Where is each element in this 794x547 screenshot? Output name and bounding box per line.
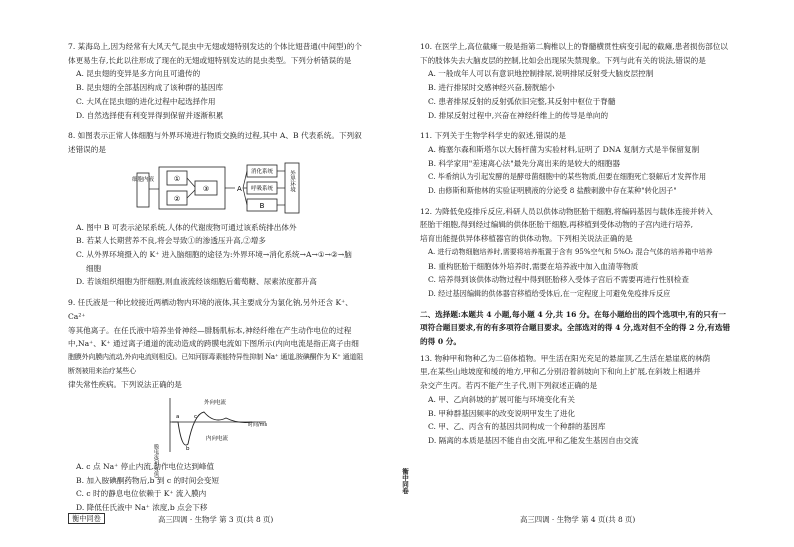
- option-c: C. 毕希纳认为引起发酵的是酵母菌细胞中的某些物质,但要在细胞死亡裂解后才发挥作用: [428, 172, 707, 182]
- option-b: B. 加入胺碘酮药物后,b 到 c 的时间会变短: [76, 475, 220, 485]
- option-c: C. 甲、乙、丙含有的基因共同构成一个种群的基因库: [428, 422, 606, 432]
- interior-box: [159, 167, 225, 209]
- cell-label: 细胞内液: [131, 176, 155, 183]
- label-3: ③: [202, 184, 210, 193]
- question-stem: 里,在某些山地坡度和缓的地方,甲和乙分别沿着斜坡向下和向上扩展,在斜坡上相遇并: [420, 367, 701, 377]
- y-axis-label: 膜电流(相对值): [153, 444, 159, 478]
- option-b: B. 若某人长期营养不良,将会导致①的渗透压升高,②增多: [76, 236, 266, 246]
- option-d: D. 隔离的本质是基因不能自由交流,甲和乙能发生基因自由交流: [428, 435, 639, 445]
- question-stem: 律失常性疾病。下列说法正确的是: [68, 380, 182, 390]
- arrow-line: [187, 178, 195, 187]
- option-a: A. 一般成年人可以有意识地控制排尿,说明排尿反射受大脑皮层控制: [428, 69, 654, 79]
- option-d: D. 自然选择使有利变异得到保留并逐渐积累: [76, 110, 224, 120]
- option-c: C. 培养得到该供体动物过程中得到胚胎移入受体子宫后不需要再进行性别检查: [428, 275, 689, 285]
- membrane-current-graph: [148, 394, 288, 478]
- question-stem: 培育出能提供异体移植器官的供体动物。下列相关说法正确的是: [420, 234, 633, 244]
- time-label: 时间/ms: [248, 422, 268, 429]
- question-8: [68, 129, 368, 289]
- point-b: b: [186, 446, 190, 453]
- question-stem: 7. 某海岛上,因为经常有大风天气,昆虫中无翅或翅特别发达的个体比翅普通(中间型)的个体更易生存,长此以往形成了现在的无翅或翅特别发达的昆虫类型。下列分析错误的是: [68, 42, 362, 65]
- question-stem: 等其他离子。在任氏液中培养坐骨神经—腓肠肌标本,神经纤维在产生动作电位的过程: [68, 325, 352, 335]
- section-heading: 二、选择题:本题共 4 小题,每小题 4 分,共 16 分。在每小题给出的四个选项中,有的只有一项符合题目要求,有的有多项符合题目要求。全部选对的得 4 分,选对但不全的得 2 分,有选错的得 0 分。: [420, 309, 731, 347]
- label-1: ①: [173, 174, 181, 183]
- external-label: 外界环境: [289, 169, 295, 192]
- option-c-continued: 细胞: [86, 263, 102, 273]
- option-a: A. c 点 Na⁺ 停止内流,动作电位达到峰值: [76, 462, 215, 472]
- option-b: B. 重构胚胎干细胞体外培养时,需要在培养液中加入血清等物质: [428, 261, 639, 271]
- option-d: D. 降低任氏液中 Na⁺ 浓度,b 点会下移: [76, 503, 208, 513]
- label-b: B: [259, 201, 265, 210]
- option-a: A. 昆虫翅的变异是多方向且可遗传的: [76, 69, 201, 79]
- arrow-line: [243, 188, 247, 205]
- option-d: D. 若该组织细胞为肝细胞,则血液流经该细胞后葡萄糖、尿素浓度都升高: [76, 277, 317, 287]
- option-b: B. 昆虫翅的全部基因构成了该种群的基因库: [76, 83, 224, 93]
- option-b: B. 科学家用"差速离心法"最先分离出来的是较大的细胞器: [428, 158, 621, 168]
- point-c: c: [194, 414, 198, 421]
- option-a: A. 梅塞尔森和斯塔尔以大肠杆菌为实验材料,证明了 DNA 复制方式是半保留复制: [428, 144, 700, 154]
- option-a: A. 甲、乙向斜坡的扩展可能与环境变化有关: [428, 394, 575, 404]
- option-c: C. 从外界环境摄入的 K⁺ 进入脑细胞的途径为:外界环境→消化系统→A→①→②→脑: [76, 250, 352, 260]
- label-a: A: [237, 184, 242, 193]
- option-c: C. 患者排尿反射的反射弧依旧完整,其反射中枢位于脊髓: [428, 96, 616, 106]
- question-stem: 8. 如图表示正常人体细胞与外界环境进行物质交换的过程,其中 A、B 代表系统。下列叙述错误的是: [68, 131, 362, 154]
- question-stem: 10. 在医学上,高位截瘫一般是指第二胸椎以上的脊髓横贯性病变引起的截瘫,患者损伤部位以下的肢体失去大脑皮层的控制,比如会出现尿失禁现象。下列与此有关的说法,错误的是: [420, 42, 728, 65]
- question-stem: 12. 为降低免疫排斥反应,科研人员以供体动物胚胎干细胞,将编码基因与载体连接并转入: [420, 206, 713, 216]
- question-stem: 中,Na⁺、K⁺ 通过离子通道的流动造成的跨膜电流如下图所示(内向电流是指正离子由细: [68, 339, 359, 349]
- question-13: [420, 352, 732, 448]
- question-7: [68, 40, 368, 122]
- left-page-column: [68, 40, 368, 522]
- digest-label: 消化系统: [250, 168, 274, 175]
- brand-tag: 衡中同卷: [68, 513, 105, 524]
- option-d: D. 由修斯和斯他林的实验证明胰液的分泌受 8 盐酸刺激中存在某种"转化因子": [428, 186, 677, 196]
- option-d: D. 排尿反射过程中,兴奋在神经纤维上的传导是单向的: [428, 110, 609, 120]
- question-stem: 13. 物种甲和物种乙为二倍体植物。甲生活在阳光充足的悬崖顶,乙生活在悬崖底的林荫: [420, 353, 711, 363]
- question-10: [420, 40, 732, 122]
- question-stem: 胞膜外向膜内流动,外向电流则相反)。已知河豚毒素能特异性抑制 Na⁺ 通道,胺碘酮作为 K⁺ 通道阻断剂被用来治疗某些心: [68, 352, 363, 375]
- right-page-column: [420, 40, 732, 455]
- question-stem: 11. 下列关于生物学科学史的叙述,错误的是: [420, 131, 566, 141]
- arrow-line: [187, 190, 195, 198]
- arrow-line: [243, 171, 247, 188]
- label-2: ②: [173, 194, 181, 203]
- resp-label: 呼吸系统: [250, 185, 274, 192]
- option-a: A. 图中 B 可表示泌尿系统,人体的代谢废物可通过该系统排出体外: [76, 222, 297, 232]
- inward-label: 内向电流: [206, 436, 229, 443]
- question-stem: 9. 任氏液是一种比较接近两栖动物内环境的液体,其主要成分为氯化钠,另外还含 K⁺、Ca²⁺: [68, 298, 353, 321]
- option-c: C. 大风在昆虫翅的进化过程中起选择作用: [76, 96, 216, 106]
- question-9: [68, 296, 368, 515]
- option-a: A. 进行动物细胞培养时,需要将培养瓶置于含有 95%空气和 5%O₂ 混合气体的培养箱中培养: [428, 247, 713, 256]
- brand-stamp: 衡中同卷: [401, 468, 409, 494]
- page-footer-right: 高三四调 · 生物学 第 4 页(共 8 页): [520, 515, 636, 524]
- question-stem: 杂交产生丙。若丙不能产生子代,则下列叙述正确的是: [420, 381, 598, 391]
- membrane-current-svg: [148, 394, 288, 478]
- question-12: [420, 205, 732, 301]
- question-11: [420, 129, 732, 198]
- option-b: B. 进行排尿时交感神经兴奋,膀胱缩小: [428, 83, 555, 93]
- outward-label: 外向电流: [204, 400, 227, 407]
- question-stem: 胚胎干细胞,得到经过编辑的供体胚胎干细胞,再移植到受体动物的子宫内进行培养,: [420, 220, 694, 230]
- exchange-diagram-svg: [133, 159, 303, 217]
- exchange-diagram: [133, 159, 303, 217]
- page-footer-left: 高三四调 · 生物学 第 3 页(共 8 页): [158, 515, 274, 524]
- option-b: B. 甲种群基因频率的改变说明甲发生了进化: [428, 408, 576, 418]
- option-c: C. c 时的静息电位依赖于 K⁺ 流入膜内: [76, 489, 207, 499]
- option-d: D. 经过基因编辑的供体器官移植给受体后,在一定程度上可避免免疫排斥反应: [428, 288, 671, 298]
- point-a: a: [176, 414, 180, 421]
